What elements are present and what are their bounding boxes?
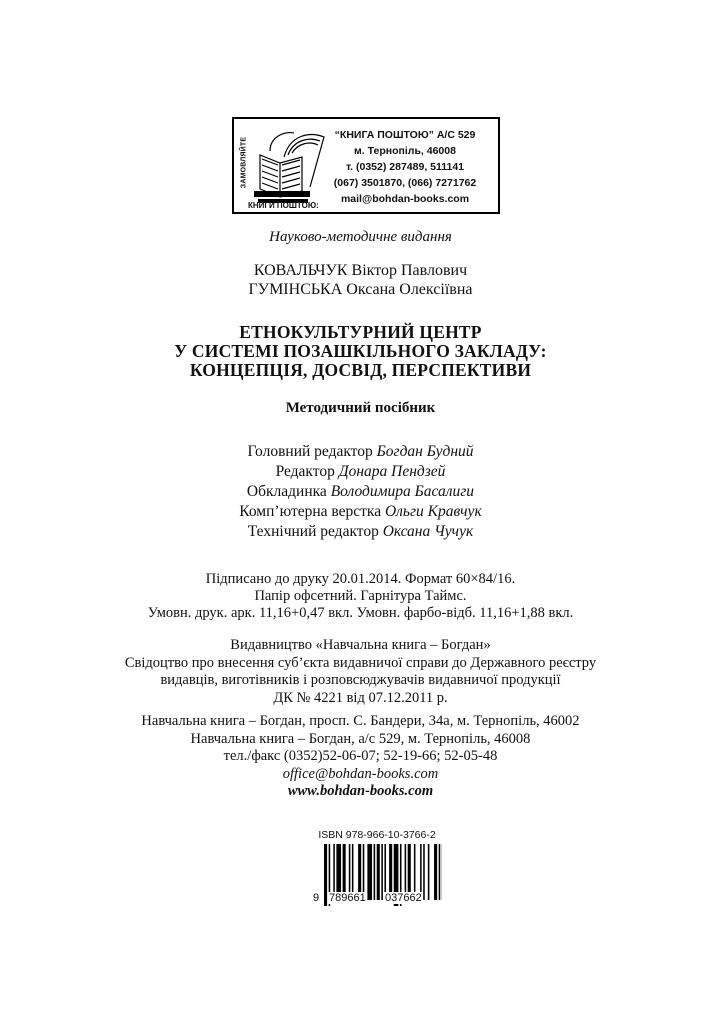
publisher-line: Видавництво «Навчальна книга – Богдан» xyxy=(230,637,491,653)
author-name: КОВАЛЬЧУК Віктор Павлович xyxy=(253,262,468,279)
author-name: ГУМІНСЬКА Оксана Олексіївна xyxy=(248,281,473,298)
ad-vertical-label: ЗАМОВЛЯЙТЕ xyxy=(240,136,248,189)
open-book-icon xyxy=(240,127,328,209)
ad-email[interactable]: mail@bohdan-books.com xyxy=(340,193,470,205)
publisher-line: ДК № 4221 від 07.12.2011 р. xyxy=(273,689,448,706)
website-link[interactable]: www.bohdan-books.com xyxy=(287,783,434,799)
title-line: У СИСТЕМІ ПОЗАШКІЛЬНОГО ЗАКЛАДУ: xyxy=(174,341,547,361)
authors xyxy=(0,261,721,299)
ad-line: м. Тернопіль, 46008 xyxy=(354,145,456,157)
publisher-line: Свідоцтво про внесення суб’єкта видавничої справи до Державного реєстру xyxy=(124,654,597,671)
book-subtitle: Методичний посібник xyxy=(285,400,436,416)
print-line: Підписано до друку 20.01.2014. Формат 60×84/16. xyxy=(205,571,516,587)
credit-line: Технічний редактор Оксана Чучук xyxy=(247,523,474,540)
book-title xyxy=(0,323,721,380)
credits xyxy=(0,442,721,542)
credit-line: Комп’ютерна верстка Ольги Кравчук xyxy=(239,503,482,520)
print-line: Папір офсетний. Гарнітура Таймс. xyxy=(254,588,467,604)
ad-bottom-label: КНИГИ ПОШТОЮ: xyxy=(248,201,319,210)
publisher-address xyxy=(0,713,721,801)
print-details xyxy=(0,571,721,622)
barcode-digits xyxy=(312,892,442,906)
address-line: Навчальна книга – Богдан, просп. С. Бандери, 34а, м. Тернопіль, 46002 xyxy=(141,713,580,729)
ad-line: т. (0352) 287489, 511141 xyxy=(345,161,465,173)
publisher-line: видавців, виготівників і розповсюджувачів видавничої продукції xyxy=(160,672,561,688)
credit-line: Обкладинка Володимира Басалиги xyxy=(246,483,475,500)
ad-line: “КНИГА ПОШТОЮ” А/С 529 xyxy=(334,129,476,141)
publisher-info xyxy=(0,637,721,707)
title-line: КОНЦЕПЦІЯ, ДОСВІД, ПЕРСПЕКТИВИ xyxy=(189,360,532,380)
mail-order-ad xyxy=(232,117,500,214)
address-line: Навчальна книга – Богдан, а/с 529, м. Тернопіль, 46008 xyxy=(190,730,531,747)
publication-kind: Науково-методичне видання xyxy=(269,229,452,245)
email-link[interactable]: office@bohdan-books.com xyxy=(282,765,439,782)
address-line: тел./факс (0352)52-06-07; 52-19-66; 52-05-48 xyxy=(223,748,498,764)
credit-line: Редактор Донара Пендзей xyxy=(275,463,446,480)
barcode-digits-left: 789661 xyxy=(329,892,366,904)
barcode-digit-first: 9 xyxy=(313,892,320,904)
ad-contact-text xyxy=(320,127,490,207)
barcode-digits-right: 037662 xyxy=(385,892,422,904)
title-line: ЕТНОКУЛЬТУРНИЙ ЦЕНТР xyxy=(239,322,482,342)
isbn-label: ISBN 978-966-10-3766-2 xyxy=(318,829,436,841)
print-line: Умовн. друк. арк. 11,16+0,47 вкл. Умовн. фарбо-відб. 11,16+1,88 вкл. xyxy=(147,605,574,621)
ad-line: (067) 3501870, (066) 7271762 xyxy=(333,177,477,189)
isbn-barcode-block xyxy=(312,829,442,906)
credit-line: Головний редактор Богдан Будний xyxy=(247,443,474,460)
